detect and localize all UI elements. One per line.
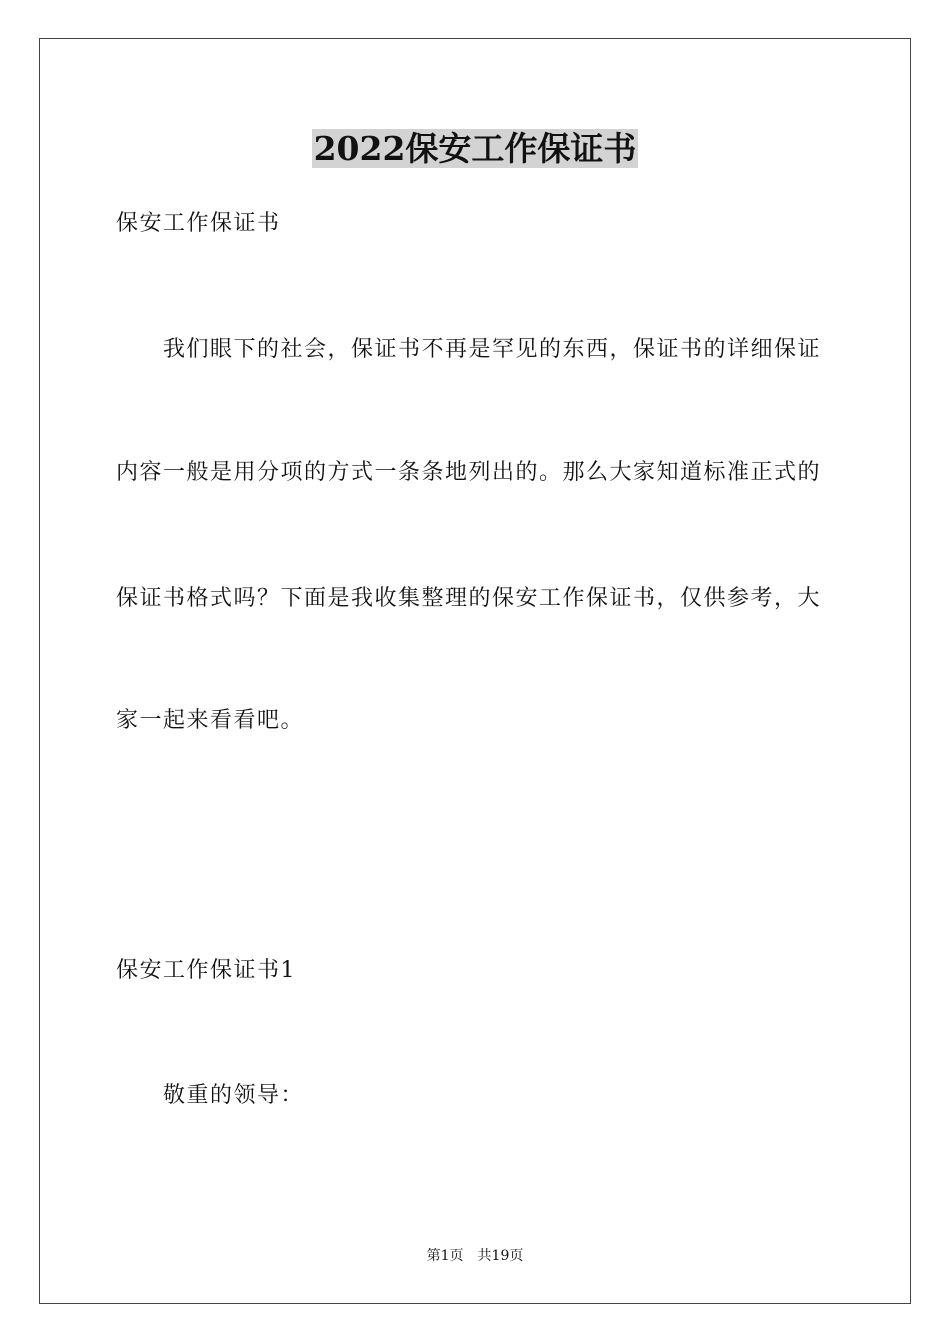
paragraph-line: 保证书格式吗？下面是我收集整理的保安工作保证书，仅供参考，大 xyxy=(116,586,822,611)
paragraph-line: 我们眼下的社会，保证书不再是罕见的东西，保证书的详细保证 xyxy=(163,337,822,362)
document-title xyxy=(0,126,950,172)
paragraph-line: 家一起来看看吧。 xyxy=(116,708,305,733)
section-heading: 保安工作保证书1 xyxy=(116,958,296,983)
page-number: 第1页 xyxy=(426,1248,464,1264)
page-footer xyxy=(0,1246,950,1266)
page-total: 共19页 xyxy=(477,1248,524,1264)
salutation: 敬重的领导： xyxy=(163,1083,305,1108)
paragraph-line: 内容一般是用分项的方式一条条地列出的。那么大家知道标准正式的 xyxy=(116,460,822,485)
document-subtitle: 保安工作保证书 xyxy=(116,211,281,236)
document-title-text: 2022保安工作保证书 xyxy=(313,129,637,168)
